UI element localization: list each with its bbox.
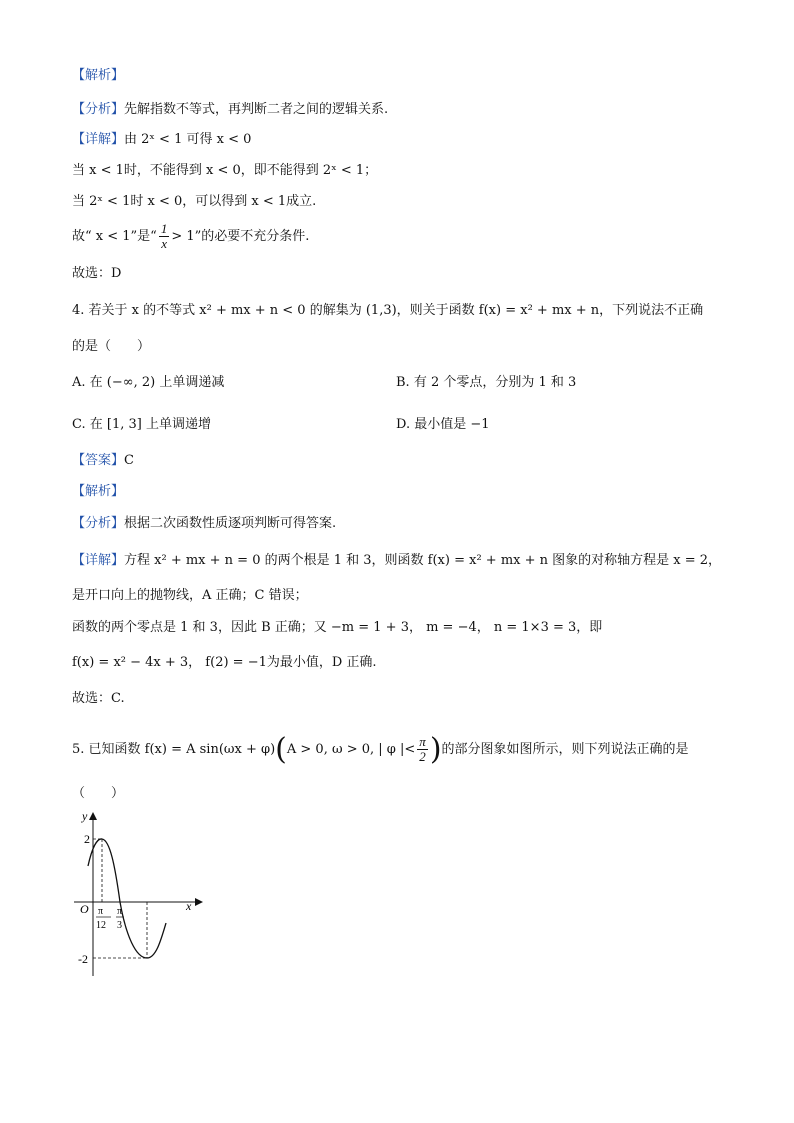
q4-answer-final: 故选：C. bbox=[72, 691, 125, 706]
q4-detail-line-2: 是开口向上的抛物线，A 正确；C 错误； bbox=[72, 588, 308, 603]
pi-den: 2 bbox=[419, 749, 426, 764]
y-axis-label: y bbox=[82, 809, 88, 823]
q5-blank: （ ） bbox=[72, 786, 125, 801]
pi-over-2-fraction bbox=[417, 735, 428, 764]
q4-stem-line1: 4. 若关于 x 的不等式 x² + mx + n < 0 的解集为 (1,3)，则关于函数 f(x) = x² + mx + n，下列说法不正确 bbox=[72, 303, 704, 318]
one-over-x-fraction bbox=[159, 222, 170, 251]
q5-stem bbox=[72, 730, 689, 770]
fraction-denominator: x bbox=[161, 236, 167, 251]
answer-tag: 【答案】 bbox=[72, 453, 125, 468]
q5-condition: A > 0, ω > 0, | φ |< bbox=[286, 742, 416, 757]
q4-option-a: A. 在 (−∞, 2) 上单调递减 bbox=[72, 375, 225, 390]
q4-option-b: B. 有 2 个零点，分别为 1 和 3 bbox=[396, 375, 577, 390]
line5-post: > 1”的必要不充分条件. bbox=[171, 229, 310, 244]
sine-graph bbox=[70, 808, 210, 988]
q4-detail-tag: 【详解】 bbox=[72, 553, 125, 568]
q4-detail-line-3: 函数的两个零点是 1 和 3，因此 B 正确；又 −m = 1 + 3， m = −4， n = 1×3 = 3，即 bbox=[72, 620, 603, 635]
jiexi-heading: 【解析】 bbox=[72, 68, 125, 83]
q4-detail-line bbox=[72, 552, 721, 570]
q4-analysis-text: 根据二次函数性质逐项判断可得答案. bbox=[124, 516, 337, 531]
origin-label: O bbox=[80, 902, 89, 916]
solution-line-3: 当 x < 1时，不能得到 x < 0，即不能得到 2ˣ < 1； bbox=[72, 163, 378, 178]
x-axis-arrow bbox=[195, 898, 203, 906]
q4-detail-line-4: f(x) = x² − 4x + 3， f(2) = −1为最小值，D 正确. bbox=[72, 655, 377, 670]
y-axis-arrow bbox=[89, 812, 97, 820]
fraction-numerator: 1 bbox=[160, 221, 168, 236]
detail-tag: 【详解】 bbox=[72, 132, 125, 147]
pi-num: π bbox=[419, 734, 426, 749]
detail-text: 由 2ˣ < 1 可得 x < 0 bbox=[124, 132, 252, 147]
q4-option-c: C. 在 [1, 3] 上单调递增 bbox=[72, 417, 211, 432]
q5-stem-pre: 5. 已知函数 f(x) = A sin(ωx + φ) bbox=[72, 742, 276, 757]
tick1-numerator: π bbox=[98, 906, 104, 917]
q4-analysis-line bbox=[72, 515, 336, 533]
close-paren: ) bbox=[429, 732, 442, 767]
q5-stem-post: 的部分图象如图所示，则下列说法正确的是 bbox=[441, 742, 689, 757]
q4-stem-line2: 的是（ ） bbox=[72, 339, 151, 354]
tick2-numerator: π bbox=[117, 906, 123, 917]
answer-value: C bbox=[124, 453, 134, 468]
q4-option-d: D. 最小值是 −1 bbox=[396, 417, 490, 432]
analysis-tag: 【分析】 bbox=[72, 102, 125, 117]
x-axis-label: x bbox=[186, 899, 192, 913]
line5-pre: 故“ x < 1”是“ bbox=[72, 229, 157, 244]
sine-curve bbox=[88, 839, 166, 958]
tick1-denominator: 12 bbox=[96, 920, 106, 931]
solution-line-4: 当 2ˣ < 1时 x < 0，可以得到 x < 1成立. bbox=[72, 194, 317, 209]
q4-jiexi-heading: 【解析】 bbox=[72, 484, 125, 499]
y-max-label: 2 bbox=[84, 832, 90, 846]
q4-detail-text: 方程 x² + mx + n = 0 的两个根是 1 和 3，则函数 f(x) = x² + mx + n 图象的对称轴方程是 x = 2， bbox=[124, 553, 722, 568]
detail-line bbox=[72, 131, 251, 149]
q4-analysis-tag: 【分析】 bbox=[72, 516, 125, 531]
analysis-line bbox=[72, 101, 388, 119]
answer-line-3: 故选：D bbox=[72, 266, 122, 281]
y-min-label: -2 bbox=[78, 952, 88, 966]
tick2-denominator: 3 bbox=[117, 920, 122, 931]
solution-line-5 bbox=[72, 222, 309, 251]
analysis-text: 先解指数不等式，再判断二者之间的逻辑关系. bbox=[124, 102, 389, 117]
q4-answer-line bbox=[72, 452, 134, 470]
open-paren: ( bbox=[275, 732, 287, 767]
